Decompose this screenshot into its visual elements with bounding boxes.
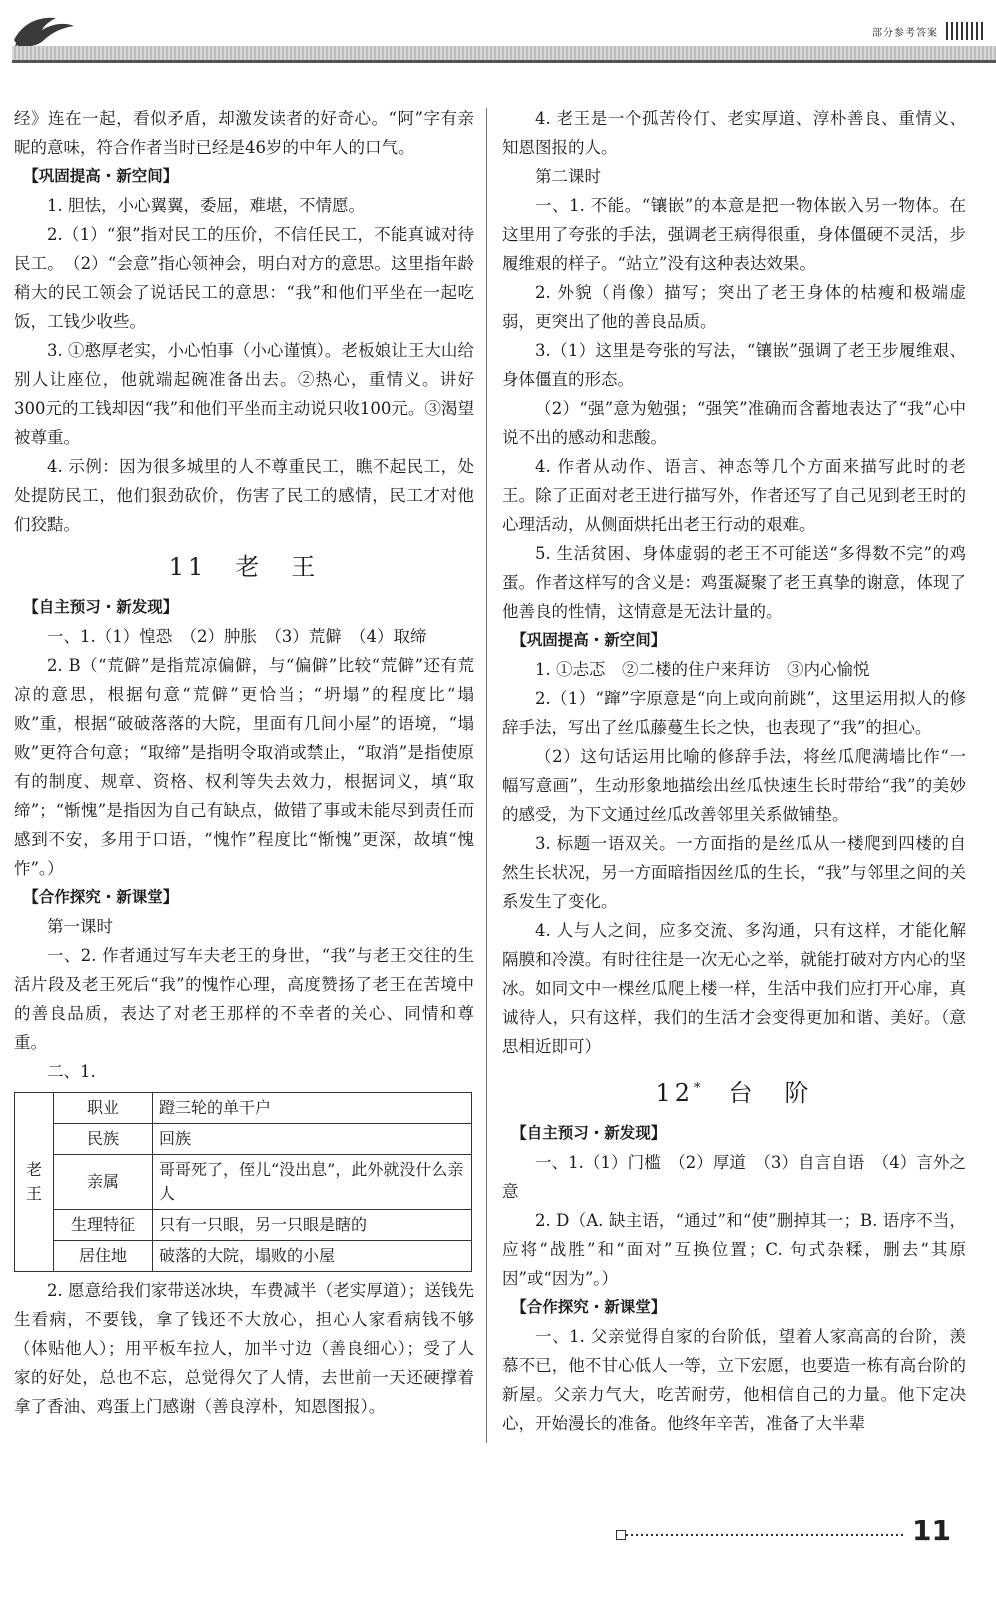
table-key: 亲属 [54, 1155, 153, 1210]
section-heading: 【合作探究・新课堂】 [511, 1298, 667, 1316]
paragraph: 第一课时 [47, 917, 113, 936]
footer-square-icon [616, 1530, 626, 1540]
table-value: 破落的大院，塌败的小屋 [153, 1241, 472, 1272]
left-column [14, 104, 474, 1421]
paragraph: 一、1. 父亲觉得自家的台阶低，望着人家高高的台阶，羡慕不已，他不甘心低人一等，立下宏愿，也要造一栋有高台阶的新屋。父亲力气大，吃苦耐劳，他相信自己的力量。他下定决心，开始漫长的准备。他终年辛苦，准备了大半辈 [502, 1327, 966, 1433]
paragraph: 4. 示例：因为很多城里的人不尊重民工，瞧不起民工，处处提防民工，他们狠劲砍价，伤害了民工的感情，民工才对他们狡黠。 [14, 457, 474, 534]
lesson-title [502, 1067, 966, 1115]
section-heading: 【巩固提高・新空间】 [23, 167, 179, 185]
section-heading: 【自主预习・新发现】 [511, 1124, 667, 1142]
paragraph: 2. 外貌（肖像）描写；突出了老王身体的枯瘦和极端虚弱，更突出了他的善良品质。 [502, 283, 966, 331]
lesson-name: 台 阶 [728, 1079, 813, 1107]
paragraph: 2. 愿意给我们家带送冰块，车费减半（老实厚道）；送钱先生看病，不要钱，拿了钱还不大放心，担心人家看病钱不够（体贴他人）；用平板车拉人，加半寸边（善良细心）；受了人家的好处，总也不忘，总觉得欠了人情，去世前一天还硬撑着拿了香油、鸡蛋上门感谢（善良淳朴，知恩图报）。 [14, 1281, 474, 1416]
table-key: 民族 [54, 1124, 153, 1155]
table-row [15, 1155, 472, 1210]
paragraph: （2）这句话运用比喻的修辞手法，将丝瓜爬满墙比作“一幅写意画”，生动形象地描绘出丝瓜快速生长时带给“我”的美妙的感受，为下文通过丝瓜改善邻里关系做铺垫。 [502, 747, 966, 824]
paragraph: 4. 人与人之间，应多交流、多沟通，只有这样，才能化解隔膜和冷漠。有时往往是一次无心之举，就能打破对方内心的坚冰。如同文中一棵丝瓜爬上楼一样，生活中我们应打开心扉，真诚待人，只有这样，我们的生活才会变得更加和谐、美好。（意思相近即可） [502, 921, 966, 1056]
table-row [15, 1124, 472, 1155]
character-table [14, 1092, 472, 1272]
table-value: 蹬三轮的单干户 [153, 1093, 472, 1124]
paragraph: 1. 胆怯，小心翼翼，委屈，难堪，不情愿。 [47, 196, 365, 215]
paragraph: 5. 生活贫困、身体虚弱的老王不可能送“多得数不完”的鸡蛋。作者这样写的含义是：鸡蛋凝聚了老王真挚的谢意，体现了他善良的性情，这情意是无法计量的。 [502, 544, 966, 621]
section-heading: 【自主预习・新发现】 [23, 598, 179, 616]
paragraph: 一、1. 不能。“镶嵌”的本意是把一物体嵌入另一物体。在这里用了夸张的手法，强调老王病得很重，身体僵硬不灵活，步履维艰的样子。“站立”没有这种表达效果。 [502, 196, 966, 273]
table-value: 哥哥死了，侄儿“没出息”，此外就没什么亲人 [153, 1155, 472, 1210]
paragraph: 经》连在一起，看似矛盾，却激发读者的好奇心。“阿”字有亲昵的意味，符合作者当时已经是46岁的中年人的口气。 [14, 109, 474, 157]
paragraph: 二、1. [47, 1062, 96, 1081]
paragraph: 2. D（A. 缺主语，“通过”和“使”删掉其一；B. 语序不当，应将“战胜”和“面对”互换位置；C. 句式杂糅，删去“其原因”或“因为”。） [502, 1211, 966, 1288]
table-row [15, 1241, 472, 1272]
paragraph: 一、1.（1）惶恐 （2）肿胀 （3）荒僻 （4）取缔 [47, 627, 427, 646]
paragraph: 2. B（“荒僻”是指荒凉偏僻，与“偏僻”比较“荒僻”还有荒凉的意思，根据句意“荒僻”更恰当；“坍塌”的程度比“塌败”重，根据“破破落落的大院，里面有几间小屋”的语境，“塌败”更符合句意；“取缔”是指明令取消或禁止，“取消”是指使原有的制度、规章、资格、权利等失去效力，根据词义，填“取缔”；“惭愧”是指因为自己有缺点，做错了事或未能尽到责任而感到不安，多用于口语，“愧怍”程度比“惭愧”更深，故填“愧怍”。） [14, 656, 474, 878]
header-ticks [946, 22, 986, 40]
table-value: 只有一只眼，另一只眼是瞎的 [153, 1210, 472, 1241]
header-label: 部分参考答案 [872, 28, 938, 39]
table-row [15, 1210, 472, 1241]
column-divider [486, 108, 487, 1443]
table-value: 回族 [153, 1124, 472, 1155]
paragraph: 一、1.（1）门槛 （2）厚道 （3）自言自语 （4）言外之意 [502, 1153, 966, 1201]
paragraph: 3.（1）这里是夸张的写法，“镶嵌”强调了老王步履维艰、身体僵直的形态。 [502, 341, 966, 389]
table-key: 生理特征 [54, 1210, 153, 1241]
paragraph: 2.（1）“蹿”字原意是“向上或向前跳”，这里运用拟人的修辞手法，写出了丝瓜藤蔓生长之快，也表现了“我”的担心。 [502, 689, 966, 737]
paragraph: 1. ①忐忑 ②二楼的住户来拜访 ③内心愉悦 [535, 660, 870, 679]
lesson-title [14, 545, 474, 589]
lesson-name: 老 王 [235, 553, 320, 581]
paragraph: 3. ①憨厚老实，小心怕事（小心谨慎）。老板娘让王大山给别人让座位，他就端起碗准备出去。②热心，重情义。讲好300元的工钱却因“我”和他们平坐而主动说只收100元。③渴望被尊重。 [14, 341, 474, 447]
paragraph: 2.（1）“狠”指对民工的压价，不信任民工，不能真诚对待民工。 （2）“会意”指心领神会，明白对方的意思。这里指年龄稍大的民工领会了说话民工的意思：“我”和他们平坐在一起吃饭，工钱少收些。 [14, 225, 474, 331]
table-row-header: 老王 [15, 1093, 54, 1272]
paragraph: 一、2. 作者通过写车夫老王的身世，“我”与老王交往的生活片段及老王死后“我”的愧怍心理，高度赞扬了老王在苦境中的善良品质，表达了对老王那样的不幸者的关心、同情和尊重。 [14, 946, 474, 1052]
optional-mark: * [694, 1081, 701, 1096]
paragraph: 4. 老王是一个孤苦伶仃、老实厚道、淳朴善良、重情义、知恩图报的人。 [502, 109, 966, 157]
section-heading: 【巩固提高・新空间】 [511, 631, 667, 649]
table-key: 居住地 [54, 1241, 153, 1272]
footer-dotted-line [626, 1534, 906, 1536]
paragraph: 3. 标题一语双关。一方面指的是丝瓜从一楼爬到四楼的自然生长状况，另一方面暗指因丝瓜的生长，“我”与邻里之间的关系发生了变化。 [502, 834, 966, 911]
paragraph: （2）“强”意为勉强；“强笑”准确而含蓄地表达了“我”心中说不出的感动和悲酸。 [502, 399, 966, 447]
lesson-number: 12 [655, 1079, 695, 1107]
lesson-number: 11 [168, 553, 208, 581]
paragraph: 第二课时 [535, 167, 601, 186]
table-key: 职业 [54, 1093, 153, 1124]
section-heading: 【合作探究・新课堂】 [23, 888, 179, 906]
table-row [15, 1093, 472, 1124]
right-column [502, 104, 966, 1438]
paragraph: 4. 作者从动作、语言、神态等几个方面来描写此时的老王。除了正面对老王进行描写外，作者还写了自己见到老王时的心理活动，从侧面烘托出老王行动的艰难。 [502, 457, 966, 534]
page-header [0, 0, 996, 70]
page-number: 11 [912, 1514, 951, 1547]
header-rule [12, 60, 996, 63]
